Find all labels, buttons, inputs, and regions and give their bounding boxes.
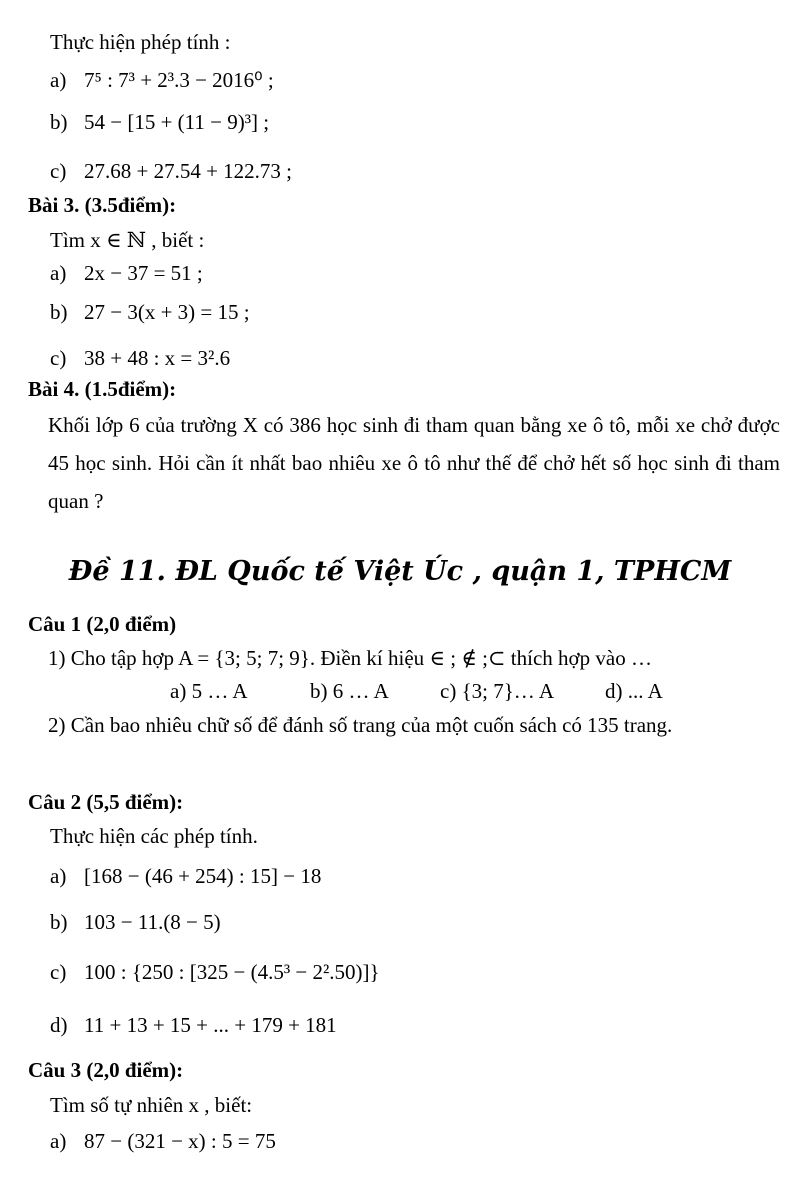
ex2-b-expr: 54 − [15 + (11 − 9)³] ; [84, 110, 270, 134]
ex2-a-expr: 7⁵ : 7³ + 2³.3 − 2016⁰ ; [84, 68, 274, 92]
bai3-b-expr: 27 − 3(x + 3) = 15 ; [84, 300, 250, 324]
cau3-heading: Câu 3 (2,0 điểm): [28, 1058, 184, 1082]
cau2-intro: Thực hiện các phép tính. [50, 824, 258, 848]
cau1-heading: Câu 1 (2,0 điểm) [28, 612, 177, 636]
cau3-a-expr: 87 − (321 − x) : 5 = 75 [84, 1129, 276, 1153]
de11-title: Đề 11. ĐL Quốc tế Việt Úc , quận 1, TPHCM [68, 556, 732, 587]
bai3-b-label: b) [50, 300, 68, 324]
cau2-b-expr: 103 − 11.(8 − 5) [84, 910, 221, 934]
cau2-heading: Câu 2 (5,5 điểm): [28, 790, 184, 814]
cau2-b-label: b) [50, 910, 68, 934]
cau2-a-expr: [168 − (46 + 254) : 15] − 18 [84, 864, 322, 888]
cau3-a-label: a) [50, 1129, 67, 1153]
cau2-a-label: a) [50, 864, 67, 888]
bai3-heading: Bài 3. (3.5điểm): [28, 193, 177, 217]
cau2-d-label: d) [50, 1013, 68, 1037]
cau1-option-c: c) {3; 7}… A [440, 679, 555, 703]
cau2-c-label: c) [50, 960, 67, 984]
cau1-q1: 1) Cho tập hợp A = {3; 5; 7; 9}. Điền kí hiệu ∈ ; ∉ ;⊂ thích hợp vào … [48, 646, 652, 670]
intro-text: Thực hiện phép tính : [50, 30, 231, 54]
cau2-c-expr: 100 : {250 : [325 − (4.5³ − 2².50)]} [84, 960, 380, 984]
bai3-intro: Tìm x ∈ ℕ , biết : [50, 228, 205, 252]
cau3-intro: Tìm số tự nhiên x , biết: [50, 1093, 253, 1117]
cau1-option-a: a) 5 … A [170, 679, 248, 703]
ex2-c-label: c) [50, 159, 67, 183]
cau1-q2: 2) Cần bao nhiêu chữ số để đánh số trang của một cuốn sách có 135 trang. [48, 713, 673, 737]
bai4-text: Khối lớp 6 của trường X có 386 học sinh đi tham quan bằng xe ô tô, mỗi xe chở được 45 học sinh. Hỏi cần ít nhất bao nhiêu xe ô tô như thế để chở hết số học sinh đi tham quan ? [48, 413, 780, 513]
bai3-c-label: c) [50, 346, 67, 370]
cau2-d-expr: 11 + 13 + 15 + ... + 179 + 181 [84, 1013, 337, 1037]
ex2-b-label: b) [50, 110, 68, 134]
bai3-c-expr: 38 + 48 : x = 3².6 [84, 346, 231, 370]
ex2-c-expr: 27.68 + 27.54 + 122.73 ; [84, 159, 293, 183]
ex2-a-label: a) [50, 68, 67, 92]
bai3-a-label: a) [50, 261, 67, 285]
cau1-option-b: b) 6 … A [310, 679, 389, 703]
bai4-heading: Bài 4. (1.5điểm): [28, 377, 177, 401]
cau1-option-d: d) ... A [605, 679, 663, 703]
bai3-a-expr: 2x − 37 = 51 ; [84, 261, 203, 285]
